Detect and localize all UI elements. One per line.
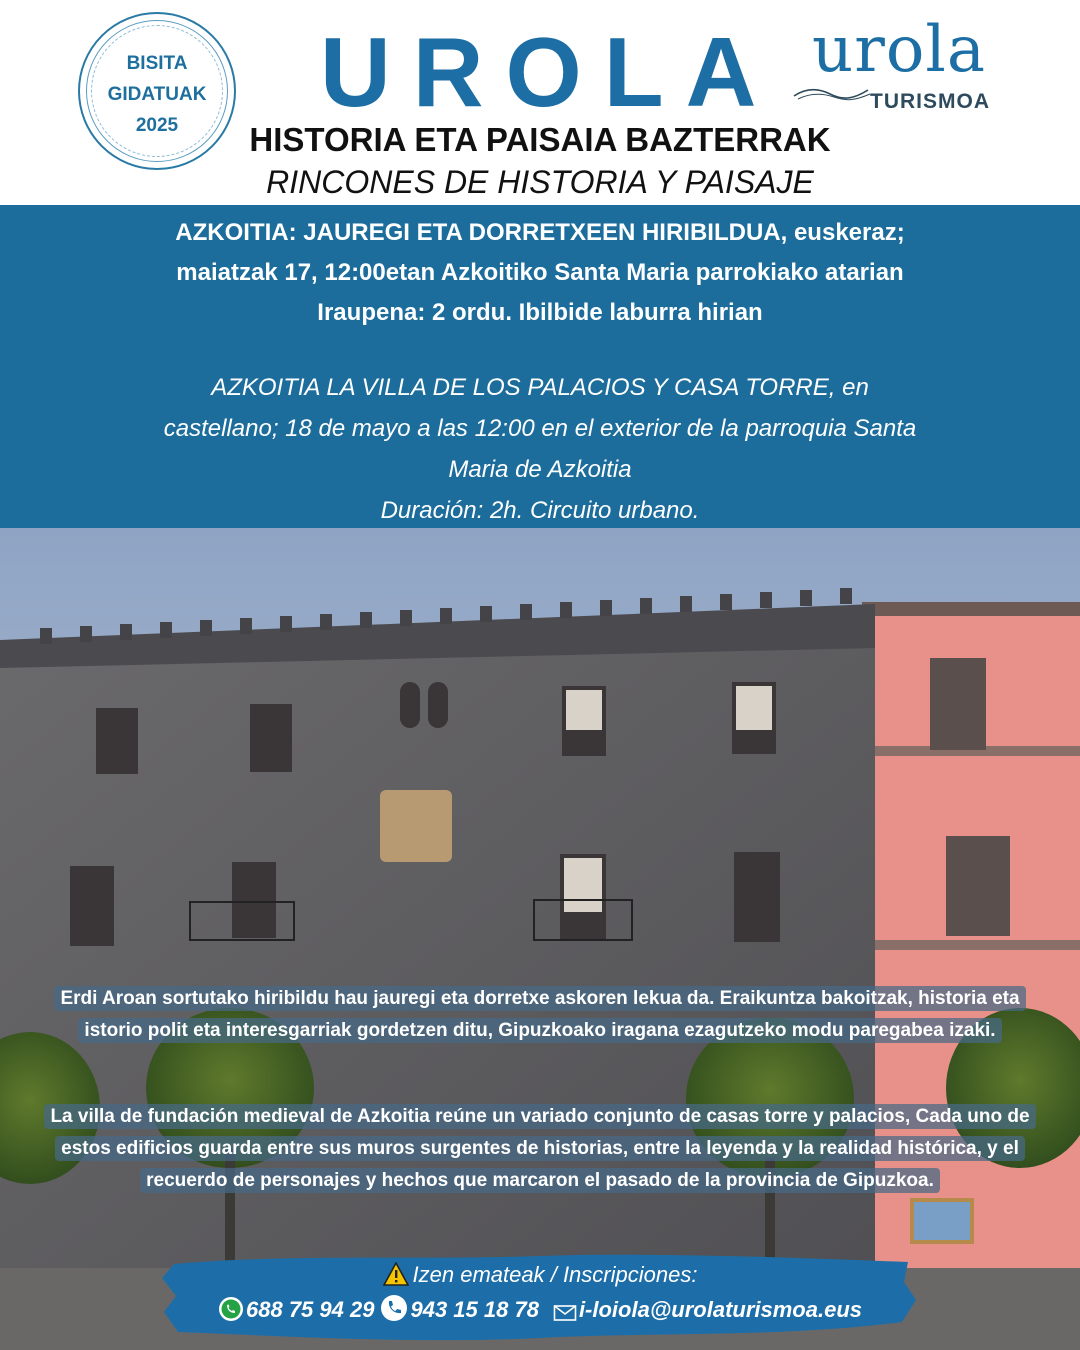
description-spanish-text: La villa de fundación medieval de Azkoitia reúne un variado conjunto de casas torre y palacios, Cada uno de estos edificios guarda entre sus muros surgentes de historias, entre la leyenda y la realidad histórica, y el recuerdo de personajes y hechos que marcaron el pasado de la provincia de Gipuzkoa.: [44, 1104, 1035, 1193]
registration-label: [0, 1262, 1080, 1292]
info-eu-line-2: maiatzak 17, 12:00etan Azkoitiko Santa Maria parrokiako atarian: [176, 259, 904, 286]
urola-turismoa-logo: [792, 13, 992, 113]
subtitle-spanish: RINCONES DE HISTORIA Y PAISAJE: [266, 164, 814, 200]
info-eu-line-1: AZKOITIA: JAUREGI ETA DORRETXEEN HIRIBILDUA, euskeraz;: [175, 219, 905, 246]
description-spanish: [30, 1101, 1050, 1197]
whatsapp-number-link[interactable]: 688 75 94 29: [246, 1297, 375, 1322]
logo-wave-icon: [792, 84, 872, 104]
subtitle-basque: HISTORIA ETA PAISAIA BAZTERRAK: [249, 121, 831, 158]
header: [0, 0, 1080, 205]
badge-line-2: GIDATUAK: [107, 84, 207, 105]
logo-word: urola: [812, 13, 986, 87]
page-title: UROLA: [320, 17, 779, 127]
warning-icon: [383, 1262, 409, 1292]
phone-icon: [380, 1294, 408, 1328]
palace-photo: [0, 528, 1080, 1350]
info-es-line-3: Maria de Azkoitia: [448, 456, 632, 483]
whatsapp-icon: [218, 1296, 244, 1328]
palace-illustration: [0, 528, 1080, 1350]
info-es-line-4: Duración: 2h. Circuito urbano.: [380, 497, 700, 524]
logo-subtitle: TURISMOA: [870, 90, 990, 113]
badge-line-3: 2025: [135, 115, 179, 136]
phone-number-link[interactable]: 943 15 18 78: [410, 1297, 539, 1322]
event-info-basque: [40, 213, 1040, 333]
badge-text: [80, 48, 234, 141]
registration-label-text: Izen emateak / Inscripciones:: [412, 1262, 698, 1287]
description-basque-text: Erdi Aroan sortutako hiribildu hau jauregi eta dorretxe askoren lekua da. Eraikuntza bakoitzak, historia eta istorio polit eta interesgarriak gordetzen ditu, Gipuzkoako iragana ezagutzeko modu paregabea izaki.: [54, 986, 1025, 1043]
contact-details: [0, 1294, 1080, 1328]
info-eu-line-3: Iraupena: 2 ordu. Ibilbide laburra hirian: [317, 299, 763, 326]
badge-line-1: BISITA: [126, 53, 188, 74]
event-info-box: [0, 205, 1080, 528]
email-link[interactable]: i-loiola@urolaturismoa.eus: [578, 1297, 862, 1322]
description-basque: [30, 983, 1050, 1047]
info-es-line-2: castellano; 18 de mayo a las 12:00 en el exterior de la parroquia Santa: [163, 415, 917, 442]
event-info-spanish: [40, 367, 1040, 531]
mail-icon: [553, 1302, 577, 1328]
info-es-line-1: AZKOITIA LA VILLA DE LOS PALACIOS Y CASA TORRE, en: [211, 374, 869, 401]
